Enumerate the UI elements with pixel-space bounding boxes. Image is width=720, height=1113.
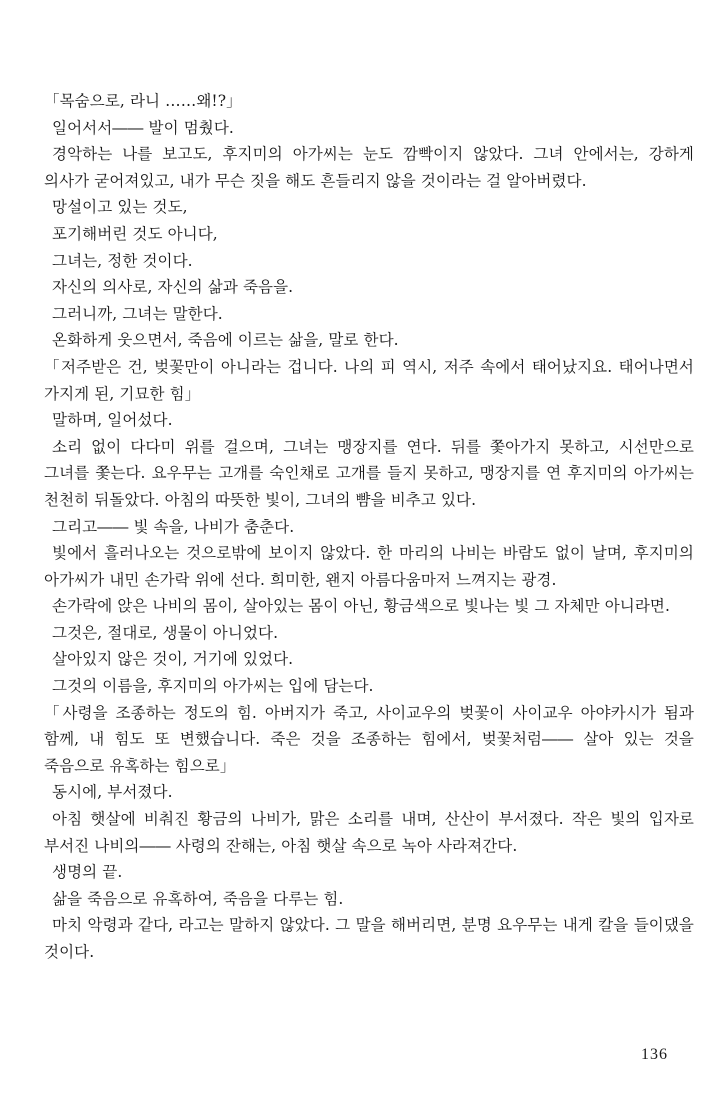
paragraph: 일어서서―― 발이 멈췄다. <box>52 118 234 137</box>
paragraph: 「저주받은 건, 벚꽃만이 아니라는 겁니다. 나의 피 역시, 저주 속에서 태어났지요. 태어나면서 가지게 된, 기묘한 힘」 <box>44 357 694 403</box>
paragraph: 망설이고 있는 것도, <box>52 198 188 217</box>
paragraph: 「목숨으로, 라니 ……왜!?」 <box>44 92 242 110</box>
paragraph: 그러니까, 그녀는 말한다. <box>52 304 223 323</box>
paragraph: 온화하게 웃으면서, 죽음에 이르는 삶을, 말로 한다. <box>52 331 399 350</box>
paragraph: 동시에, 부서졌다. <box>52 783 173 802</box>
paragraph: 그녀는, 정한 것이다. <box>52 251 193 270</box>
paragraph: 살아있지 않은 것이, 거기에 있었다. <box>52 650 294 669</box>
paragraph: 그것의 이름을, 후지미의 아가씨는 입에 담는다. <box>52 677 374 696</box>
paragraph: 마치 악령과 같다, 라고는 말하지 않았다. 그 말을 해버리면, 분명 요우무는 내게 칼을 들이댔을 것이다. <box>44 916 694 961</box>
paragraph: 경악하는 나를 보고도, 후지미의 아가씨는 눈도 깜빡이지 않았다. 그녀 안에서는, 강하게 의사가 굳어져있고, 내가 무슨 짓을 해도 흔들리지 않을 것이라는 걸 알아버렸다. <box>44 145 694 190</box>
paragraph: 그리고―― 빛 속을, 나비가 춤춘다. <box>52 517 295 536</box>
paragraph: 빛에서 흘러나오는 것으로밖에 보이지 않았다. 한 마리의 나비는 바람도 없이 날며, 후지미의 아가씨가 내민 손가락 위에 선다. 희미한, 왠지 아름다움마저 느껴지는 광경. <box>44 544 694 589</box>
paragraph: 자신의 의사로, 자신의 삶과 죽음을. <box>52 278 294 297</box>
page-number: 136 <box>641 1046 668 1063</box>
paragraph: 「사령을 조종하는 정도의 힘. 아버지가 죽고, 사이교우의 벚꽃이 사이교우 아야카시가 됨과 함께, 내 힘도 또 변했습니다. 죽은 것을 조종하는 힘에서, 벚꽃처럼―― 살아 있는 것을 죽음으로 유혹하는 힘으로」 <box>44 703 694 775</box>
paragraph: 손가락에 앉은 나비의 몸이, 살아있는 몸이 아닌, 황금색으로 빛나는 빛 그 자체만 아니라면. <box>52 597 671 616</box>
paragraph: 그것은, 절대로, 생물이 아니었다. <box>52 623 279 642</box>
paragraph: 말하며, 일어섰다. <box>52 411 173 430</box>
text-body <box>44 88 694 966</box>
paragraph: 아침 햇살에 비춰진 황금의 나비가, 맑은 소리를 내며, 산산이 부서졌다. 작은 빛의 입자로 부서진 나비의―― 사령의 잔해는, 아침 햇살 속으로 녹아 사라져간다. <box>44 810 694 855</box>
paragraph: 소리 없이 다다미 위를 걸으며, 그녀는 맹장지를 연다. 뒤를 쫓아가지 못하고, 시선만으로 그녀를 쫓는다. 요우무는 고개를 숙인채로 고개를 들지 못하고, 맹장지를 연 후지미의 아가씨는 천천히 뒤돌았다. 아침의 따뜻한 빛이, 그녀의 뺨을 비추고 있다. <box>44 437 694 509</box>
paragraph: 삶을 죽음으로 유혹하여, 죽음을 다루는 힘. <box>52 889 344 908</box>
paragraph: 생명의 끝. <box>52 863 123 882</box>
paragraph: 포기해버린 것도 아니다, <box>52 224 218 243</box>
